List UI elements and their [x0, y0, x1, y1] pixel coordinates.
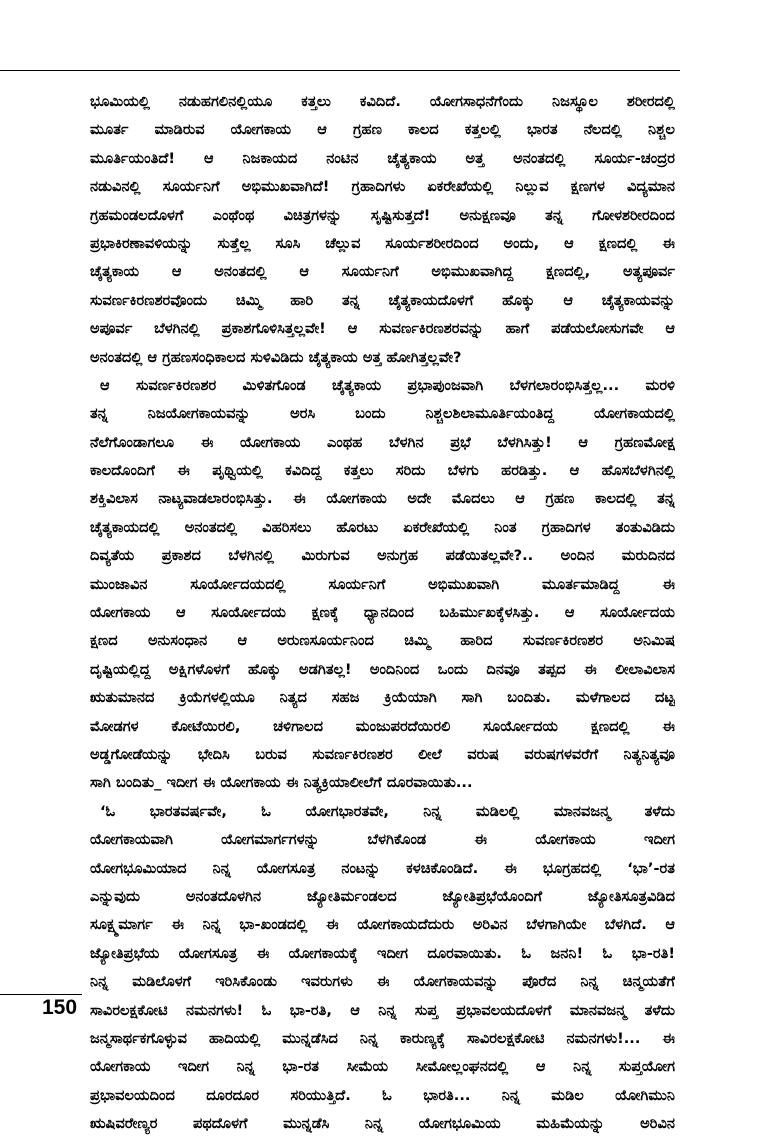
- text-line: ಸಾವಿರಲಕ್ಷಕೋಟಿ ನಮನಗಳು! ಓ ಭಾ-ರತಿ, ಆ ನಿನ್ನ ಸುಪ್ತ ಪ್ರಭಾವಲಯದೊಳಗೆ ಮಾನವಜನ್ಮ ತಳೆದು: [90, 1001, 675, 1019]
- top-rule: [0, 70, 680, 71]
- text-line: ಸೂಕ್ಷ್ಮಮಾರ್ಗ ಈ ನಿನ್ನ ಭಾ-ಖಂಡದಲ್ಲಿ ಈ ಯೋಗಕಾಯದೆದುರು ಅರಿವಿನ ಬೆಳಗಾಗಿಯೇ ಬೆಳಗಿದೆ. ಆ: [90, 916, 675, 934]
- text-line: ಜನ್ಮಸಾರ್ಥಕಗೊಳ್ಳುವ ಹಾದಿಯಲ್ಲಿ ಮುನ್ನಡೆಸಿದ ನಿನ್ನ ಕಾರುಣ್ಯಕ್ಕೆ ಸಾವಿರಲಕ್ಷಕೋಟಿ ನಮನಗಳು!... ಈ: [90, 1029, 675, 1047]
- text-line: ನಡುವಿನಲ್ಲಿ ಸೂರ್ಯನಿಗೆ ಅಭಿಮುಖವಾಗಿದೆ! ಗ್ರಹಾದಿಗಳು ಏಕರೇಖೆಯಲ್ಲಿ ನಿಲ್ಲುವ ಕ್ಷಣಗಳ ವಿದ್ಯಮಾನ: [90, 178, 675, 196]
- text-line: ಅನಂತದಲ್ಲಿ ಆ ಗ್ರಹಣಸಂಧಿಕಾಲದ ಸುಳಿವಿಡಿದು ಚೈತ್ಯಕಾಯ ಅತ್ತ ಹೋಗಿತ್ತಲ್ಲವೇ?: [90, 348, 462, 366]
- page-number: 150: [42, 996, 78, 1019]
- text-line: ಯೋಗಕಾಯ ಇದೀಗ ನಿನ್ನ ಭಾ-ರತ ಸೀಮೆಯ ಸೀಮೋಲ್ಲಂಘನದಲ್ಲಿ ಆ ನಿನ್ನ ಸುಪ್ತಯೋಗ: [90, 1058, 675, 1076]
- text-line: ಚೈತ್ಯಕಾಯ ಆ ಅನಂತದಲ್ಲಿ ಆ ಸೂರ್ಯನಿಗೆ ಅಭಿಮುಖವಾಗಿದ್ದ ಕ್ಷಣದಲ್ಲಿ, ಅತ್ಯಪೂರ್ವ: [90, 263, 675, 281]
- text-line: ಯೋಗಕಾಯವಾಗಿ ಯೋಗಮಾರ್ಗಗಳನ್ನು ಬೆಳಗಿಕೊಂಡ ಈ ಯೋಗಕಾಯ ಇದೀಗ: [90, 831, 675, 849]
- body-text: [90, 88, 675, 1138]
- text-line: ಭೂಮಿಯಲ್ಲಿ ನಡುಹಗಲಿನಲ್ಲಿಯೂ ಕತ್ತಲು ಕವಿದಿದೆ. ಯೋಗಸಾಧನೆಗೆಂದು ನಿಜಸ್ಥೂಲ ಶರೀರದಲ್ಲಿ: [90, 93, 675, 110]
- text-line: ಮೋಡಗಳ ಕೋಟೆಯಿರಲಿ, ಚಳಿಗಾಲದ ಮಂಜುಪರದೆಯಿರಲಿ ಸೂರ್ಯೋದಯ ಕ್ಷಣದಲ್ಲಿ ಈ: [90, 717, 675, 735]
- text-line: ದಿವ್ಯತೆಯ ಪ್ರಕಾಶದ ಬೆಳಗಿನಲ್ಲಿ ಮಿರುಗುವ ಅನುಗ್ರಹ ಪಡೆಯಿತಲ್ಲವೇ?.. ಅಂದಿನ ಮರುದಿನದ: [90, 547, 675, 565]
- text-line: ತನ್ನ ನಿಜಯೋಗಕಾಯವನ್ನು ಅರಸಿ ಬಂದು ನಿಶ್ಚಲಶಿಲಾಮೂರ್ತಿಯಂತಿದ್ದ ಯೋಗಕಾಯದಲ್ಲಿ: [90, 405, 675, 423]
- text-line: ಕಾಲದೊಂದಿಗೆ ಈ ಪೃಥ್ವಿಯಲ್ಲಿ ಕವಿದಿದ್ದ ಕತ್ತಲು ಸರಿದು ಬೆಳಗು ಹರಡಿತ್ತು. ಆ ಹೊಸಬೆಳಗಿನಲ್ಲಿ: [90, 462, 675, 480]
- text-line: ಸಾಗಿ ಬಂದಿತು_ ಇದೀಗ ಈ ಯೋಗಕಾಯ ಈ ನಿತ್ಯಕ್ರಿಯಾಲೀಲೆಗೆ ದೂರವಾಯಿತು...: [90, 774, 473, 792]
- text-line: ಮುಂಜಾವಿನ ಸೂರ್ಯೋದಯದಲ್ಲಿ ಸೂರ್ಯನಿಗೆ ಅಭಿಮುಖವಾಗಿ ಮೂರ್ತಮಾಡಿದ್ದ ಈ: [90, 575, 675, 593]
- text-line: ಯೋಗಕಾಯ ಆ ಸೂರ್ಯೋದಯ ಕ್ಷಣಕ್ಕೆ ಧ್ಯಾನದಿಂದ ಬಹಿರ್ಮುಖಕ್ಕೆಳಸಿತ್ತು. ಆ ಸೂರ್ಯೋದಯ: [90, 604, 675, 622]
- text-line: ಪ್ರಭಾಕಿರಣಾವಳಿಯನ್ನು ಸುತ್ತೆಲ್ಲ ಸೂಸಿ ಚೆಲ್ಲುವ ಸೂರ್ಯಶರೀರದಿಂದ ಅಂದು, ಆ ಕ್ಷಣದಲ್ಲಿ ಈ: [90, 234, 675, 252]
- text-line: ಮೂರ್ತಿಯಂತಿದೆ! ಆ ನಿಜಕಾಯದ ನಂಟಿನ ಚೈತ್ಯಕಾಯ ಅತ್ತ ಅನಂತದಲ್ಲಿ ಸೂರ್ಯ-ಚಂದ್ರರ: [90, 149, 675, 167]
- text-line: ಶಕ್ತಿವಿಲಾಸ ನಾಟ್ಯವಾಡಲಾರಂಭಿಸಿತ್ತು. ಈ ಯೋಗಕಾಯ ಅದೇ ಮೊದಲು ಆ ಗ್ರಹಣ ಕಾಲದಲ್ಲಿ ತನ್ನ: [90, 490, 675, 508]
- text-line: ಸುವರ್ಣಕಿರಣಶರವೊಂದು ಚಿಮ್ಮಿ ಹಾರಿ ತನ್ನ ಚೈತ್ಯಕಾಯದೊಳಗೆ ಹೊಕ್ಕು ಆ ಚೈತ್ಯಕಾಯವನ್ನು: [90, 291, 675, 309]
- text-line: ಯೋಗಭೂಮಿಯಾದ ನಿನ್ನ ಯೋಗಸೂತ್ರ ನಂಟನ್ನು ಕಳಚಿಕೊಂಡಿದೆ. ಈ ಭೂಗ್ರಹದಲ್ಲಿ ‘ಭಾ’-ರತ: [90, 859, 675, 877]
- text-line: ಎನ್ನುವುದು ಅನಂತದೊಳಗಿನ ಜ್ಯೋತಿರ್ಮಂಡಲದ ಜ್ಯೋತಿಪ್ರಭೆಯೊಂದಿಗೆ ಜ್ಯೋತಿಸೂತ್ರವಿಡಿದ: [90, 887, 675, 905]
- text-line: ಅಪೂರ್ವ ಬೆಳಗಿನಲ್ಲಿ ಪ್ರಕಾಶಗೊಳಿಸಿತ್ತಲ್ಲವೇ! ಆ ಸುವರ್ಣಕಿರಣಶರವನ್ನು ಹಾಗೆ ಪಡೆಯಲೋಸುಗವೇ ಆ: [90, 320, 675, 338]
- text-line: ‘ಓ ಭಾರತವರ್ಷವೇ, ಓ ಯೋಗಭಾರತವೇ, ನಿನ್ನ ಮಡಿಲಲ್ಲಿ ಮಾನವಜನ್ಮ ತಳೆದು: [100, 802, 675, 820]
- text-line: ಅಡ್ಡಗೋಡೆಯನ್ನು ಭೇದಿಸಿ ಬರುವ ಸುವರ್ಣಕಿರಣಶರ ಲೀಲೆ ವರುಷ ವರುಷಗಳವರೆಗೆ ನಿತ್ಯನಿತ್ಯವೂ: [90, 745, 675, 763]
- text-line: ಜ್ಯೋತಿಪ್ರಭೆಯ ಯೋಗಸೂತ್ರ ಈ ಯೋಗಕಾಯಕ್ಕೆ ಇದೀಗ ದೂರವಾಯಿತು. ಓ ಜನನಿ! ಓ ಭಾ-ರತಿ!: [90, 944, 675, 962]
- text-line: ನಿನ್ನ ಮಡಿಲೊಳಗೆ ಇರಿಸಿಕೊಂಡು ಇವರುಗಳು ಈ ಯೋಗಕಾಯವನ್ನು ಪೊರೆದ ನಿನ್ನ ಚಿನ್ಮಯತೆಗೆ: [90, 973, 675, 991]
- text-line: ಮೂರ್ತ ಮಾಡಿರುವ ಯೋಗಕಾಯ ಆ ಗ್ರಹಣ ಕಾಲದ ಕತ್ತಲಲ್ಲಿ ಭಾರತ ನೆಲದಲ್ಲಿ ನಿಶ್ಚಲ: [90, 121, 675, 139]
- text-line: ನೆಲೆಗೊಂಡಾಗಲೂ ಈ ಯೋಗಕಾಯ ಎಂಥಹ ಬೆಳಗಿನ ಪ್ರಭೆ ಬೆಳಗಿಸಿತ್ತು! ಆ ಗ್ರಹಣಮೋಕ್ಷ: [90, 433, 675, 451]
- text-line: ಪ್ರಭಾವಲಯದಿಂದ ದೂರದೂರ ಸರಿಯುತ್ತಿದೆ. ಓ ಭಾರತಿ... ನಿನ್ನ ಮಡಿಲ ಯೋಗಿಮುನಿ: [90, 1086, 675, 1104]
- text-line: ಕ್ಷಣದ ಅನುಸಂಧಾನ ಆ ಅರುಣಸೂರ್ಯನಿಂದ ಚಿಮ್ಮಿ ಹಾರಿದ ಸುವರ್ಣಕಿರಣಶರ ಅನಿಮಿಷ: [90, 632, 675, 650]
- text-line: ಋತುಮಾನದ ಕ್ರಿಯೆಗಳಲ್ಲಿಯೂ ನಿತ್ಯದ ಸಹಜ ಕ್ರಿಯೆಯಾಗಿ ಸಾಗಿ ಬಂದಿತು. ಮಳೆಗಾಲದ ದಟ್ಟ: [90, 689, 675, 707]
- text-line: ಚೈತ್ಯಕಾಯದಲ್ಲಿ ಅನಂತದಲ್ಲಿ ವಿಹರಿಸಲು ಹೊರಟು ಏಕರೇಖೆಯಲ್ಲಿ ನಿಂತ ಗ್ರಹಾದಿಗಳ ತಂತುವಿಡಿದು: [90, 518, 675, 536]
- text-line: ಆ ಸುವರ್ಣಕಿರಣಶರ ಮಿಳಿತಗೊಂಡ ಚೈತ್ಯಕಾಯ ಪ್ರಭಾಪುಂಜವಾಗಿ ಬೆಳಗಲಾರಂಭಿಸಿತ್ತಲ್ಲ... ಮರಳಿ: [100, 376, 675, 394]
- text-line: ದೃಷ್ಟಿಯಲ್ಲಿದ್ದ ಅಕ್ಷಿಗಳೊಳಗೆ ಹೊಕ್ಕು ಅಡಗಿತಲ್ಲ! ಅಂದಿನಿಂದ ಒಂದು ದಿನವೂ ತಪ್ಪದ ಈ ಲೀಲಾವಿಲಾಸ: [90, 660, 675, 678]
- text-line: ಗ್ರಹಮಂಡಲದೊಳಗೆ ಎಂಥೆಂಥ ವಿಚಿತ್ರಗಳನ್ನು ಸೃಷ್ಟಿಸುತ್ತದೆ! ಅನುಕ್ಷಣವೂ ತನ್ನ ಗೋಳಶರೀರದಿಂದ: [90, 206, 675, 224]
- text-line: ಋಷಿವರೇಣ್ಯರ ಪಥದೊಳಗೆ ಮುನ್ನಡೆಸಿ ನಿನ್ನ ಯೋಗಭೂಮಿಯ ಮಹಿಮೆಯನ್ನು ಅರಿವಿನ: [90, 1115, 675, 1133]
- footer-rule: [0, 994, 82, 995]
